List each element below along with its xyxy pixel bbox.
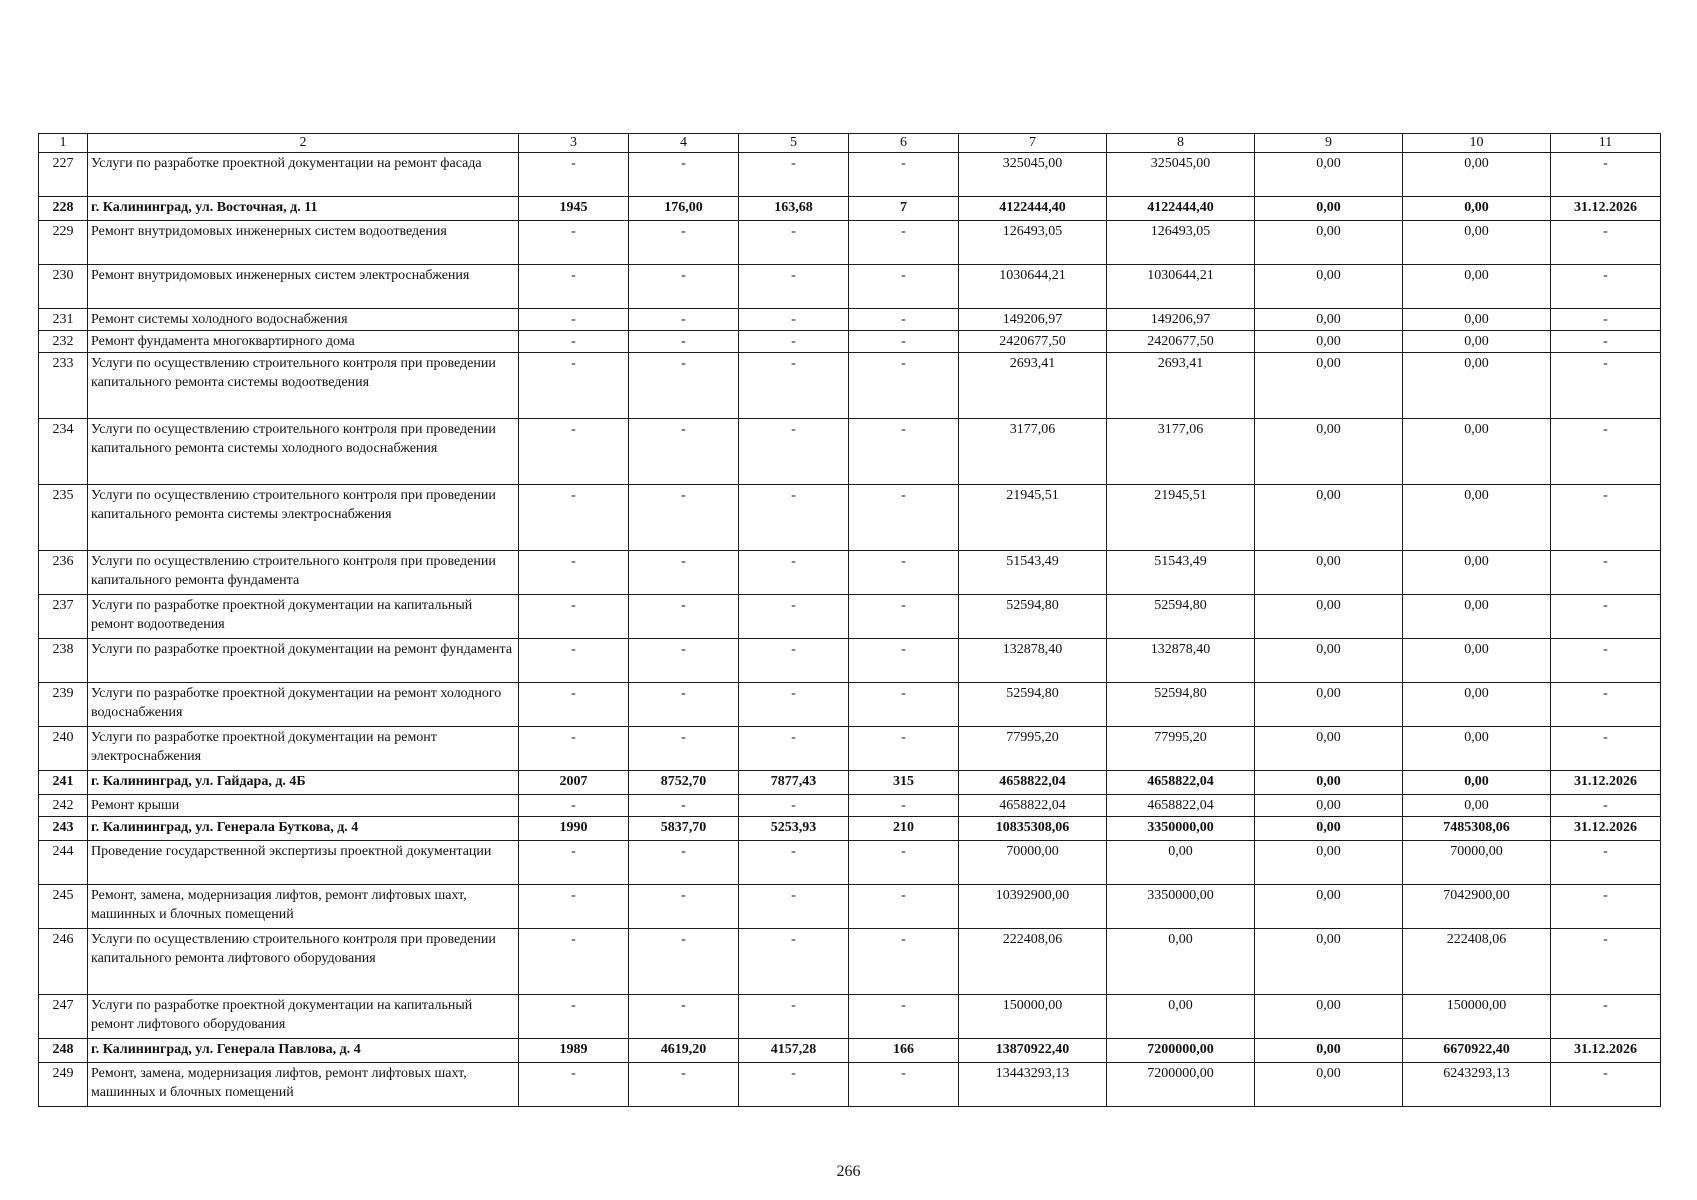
cell-col-3: - — [519, 929, 629, 995]
cell-col-9: 0,00 — [1255, 795, 1403, 817]
cell-col-7: 2420677,50 — [959, 331, 1107, 353]
cell-col-5: - — [739, 265, 849, 309]
cell-col-3: - — [519, 331, 629, 353]
cell-col-11: - — [1551, 309, 1661, 331]
table-row — [39, 551, 1661, 595]
cell-col-4: - — [629, 153, 739, 197]
cell-col-11: 31.12.2026 — [1551, 197, 1661, 221]
cell-col-9: 0,00 — [1255, 639, 1403, 683]
cell-col-9: 0,00 — [1255, 265, 1403, 309]
cell-col-9: 0,00 — [1255, 485, 1403, 551]
cell-col-9: 0,00 — [1255, 1063, 1403, 1107]
cell-col-11: - — [1551, 419, 1661, 485]
cell-col-3: - — [519, 265, 629, 309]
cell-col-4: - — [629, 683, 739, 727]
cell-col-3: 1990 — [519, 817, 629, 841]
cell-col-5: 7877,43 — [739, 771, 849, 795]
cell-col-10: 7485308,06 — [1403, 817, 1551, 841]
cell-col-6: - — [849, 795, 959, 817]
cell-col-8: 0,00 — [1107, 841, 1255, 885]
cell-col-9: 0,00 — [1255, 331, 1403, 353]
row-name: Услуги по разработке проектной документации на ремонт электроснабжения — [88, 727, 519, 771]
cell-col-3: - — [519, 551, 629, 595]
cell-col-6: - — [849, 485, 959, 551]
table-row — [39, 1063, 1661, 1107]
cell-col-6: 210 — [849, 817, 959, 841]
cell-col-8: 4658822,04 — [1107, 771, 1255, 795]
cell-col-3: 1945 — [519, 197, 629, 221]
row-number: 237 — [39, 595, 88, 639]
cell-col-9: 0,00 — [1255, 197, 1403, 221]
cell-col-4: - — [629, 995, 739, 1039]
cell-col-11: - — [1551, 841, 1661, 885]
cell-col-10: 0,00 — [1403, 419, 1551, 485]
cell-col-4: - — [629, 639, 739, 683]
cell-col-4: - — [629, 551, 739, 595]
cell-col-7: 4122444,40 — [959, 197, 1107, 221]
cell-col-7: 10392900,00 — [959, 885, 1107, 929]
row-name: Услуги по разработке проектной документации на капитальный ремонт водоотведения — [88, 595, 519, 639]
cell-col-7: 21945,51 — [959, 485, 1107, 551]
row-number: 228 — [39, 197, 88, 221]
row-name: Ремонт внутридомовых инженерных систем электроснабжения — [88, 265, 519, 309]
cell-col-11: - — [1551, 353, 1661, 419]
cell-col-11: 31.12.2026 — [1551, 1039, 1661, 1063]
cell-col-6: - — [849, 995, 959, 1039]
cell-col-5: - — [739, 727, 849, 771]
cell-col-4: - — [629, 795, 739, 817]
cell-col-10: 0,00 — [1403, 551, 1551, 595]
cell-col-3: - — [519, 485, 629, 551]
cell-col-8: 52594,80 — [1107, 595, 1255, 639]
cell-col-3: - — [519, 639, 629, 683]
cell-col-8: 4122444,40 — [1107, 197, 1255, 221]
table-row — [39, 595, 1661, 639]
cell-col-11: 31.12.2026 — [1551, 817, 1661, 841]
cell-col-4: - — [629, 929, 739, 995]
cell-col-5: - — [739, 841, 849, 885]
cell-col-3: - — [519, 841, 629, 885]
cell-col-10: 0,00 — [1403, 353, 1551, 419]
row-number: 249 — [39, 1063, 88, 1107]
cell-col-4: - — [629, 353, 739, 419]
cell-col-11: - — [1551, 929, 1661, 995]
row-name: Услуги по разработке проектной документации на ремонт фасада — [88, 153, 519, 197]
table-row — [39, 265, 1661, 309]
cell-col-4: 8752,70 — [629, 771, 739, 795]
cell-col-4: - — [629, 419, 739, 485]
cell-col-9: 0,00 — [1255, 551, 1403, 595]
cell-col-3: - — [519, 153, 629, 197]
address-row — [39, 771, 1661, 795]
row-name: Ремонт, замена, модернизация лифтов, ремонт лифтовых шахт, машинных и блочных помещений — [88, 1063, 519, 1107]
cell-col-6: 7 — [849, 197, 959, 221]
cell-col-5: - — [739, 353, 849, 419]
cell-col-5: - — [739, 419, 849, 485]
cell-col-8: 149206,97 — [1107, 309, 1255, 331]
cell-col-9: 0,00 — [1255, 309, 1403, 331]
cell-col-5: - — [739, 885, 849, 929]
cell-col-6: - — [849, 331, 959, 353]
column-header: 7 — [959, 134, 1107, 153]
cell-col-6: 166 — [849, 1039, 959, 1063]
cell-col-5: - — [739, 995, 849, 1039]
row-name: Ремонт системы холодного водоснабжения — [88, 309, 519, 331]
table-row — [39, 419, 1661, 485]
cell-col-7: 77995,20 — [959, 727, 1107, 771]
cell-col-7: 2693,41 — [959, 353, 1107, 419]
table-row — [39, 995, 1661, 1039]
cell-col-11: - — [1551, 683, 1661, 727]
cell-col-7: 13443293,13 — [959, 1063, 1107, 1107]
table-body — [39, 153, 1661, 1107]
row-number: 227 — [39, 153, 88, 197]
cell-col-10: 0,00 — [1403, 221, 1551, 265]
cell-col-4: - — [629, 841, 739, 885]
cell-col-9: 0,00 — [1255, 929, 1403, 995]
row-number: 242 — [39, 795, 88, 817]
cell-col-3: - — [519, 419, 629, 485]
row-name: Ремонт крыши — [88, 795, 519, 817]
cell-col-10: 7042900,00 — [1403, 885, 1551, 929]
cell-col-4: - — [629, 727, 739, 771]
header-row — [39, 134, 1661, 153]
row-number: 232 — [39, 331, 88, 353]
column-header: 8 — [1107, 134, 1255, 153]
cell-col-9: 0,00 — [1255, 221, 1403, 265]
cell-col-5: - — [739, 639, 849, 683]
cell-col-8: 52594,80 — [1107, 683, 1255, 727]
cell-col-9: 0,00 — [1255, 771, 1403, 795]
column-header: 5 — [739, 134, 849, 153]
cell-col-11: - — [1551, 1063, 1661, 1107]
column-header: 6 — [849, 134, 959, 153]
cell-col-10: 0,00 — [1403, 153, 1551, 197]
cell-col-11: - — [1551, 639, 1661, 683]
cell-col-8: 51543,49 — [1107, 551, 1255, 595]
cell-col-8: 1030644,21 — [1107, 265, 1255, 309]
cell-col-11: - — [1551, 331, 1661, 353]
cell-col-4: 4619,20 — [629, 1039, 739, 1063]
cell-col-6: - — [849, 551, 959, 595]
cell-col-7: 222408,06 — [959, 929, 1107, 995]
cell-col-10: 0,00 — [1403, 771, 1551, 795]
row-name: г. Калининград, ул. Восточная, д. 11 — [88, 197, 519, 221]
cell-col-4: 5837,70 — [629, 817, 739, 841]
cell-col-7: 126493,05 — [959, 221, 1107, 265]
cell-col-9: 0,00 — [1255, 153, 1403, 197]
cell-col-3: - — [519, 1063, 629, 1107]
table-row — [39, 841, 1661, 885]
cell-col-8: 126493,05 — [1107, 221, 1255, 265]
table-row — [39, 153, 1661, 197]
cell-col-5: 5253,93 — [739, 817, 849, 841]
cell-col-3: - — [519, 309, 629, 331]
cell-col-10: 6243293,13 — [1403, 1063, 1551, 1107]
cell-col-7: 149206,97 — [959, 309, 1107, 331]
column-header: 11 — [1551, 134, 1661, 153]
cell-col-10: 0,00 — [1403, 485, 1551, 551]
cell-col-7: 52594,80 — [959, 595, 1107, 639]
row-number: 247 — [39, 995, 88, 1039]
cell-col-6: - — [849, 885, 959, 929]
cell-col-11: - — [1551, 885, 1661, 929]
cell-col-5: - — [739, 153, 849, 197]
cell-col-8: 7200000,00 — [1107, 1039, 1255, 1063]
cell-col-3: - — [519, 995, 629, 1039]
cell-col-10: 6670922,40 — [1403, 1039, 1551, 1063]
row-number: 239 — [39, 683, 88, 727]
cell-col-5: - — [739, 1063, 849, 1107]
cell-col-6: - — [849, 309, 959, 331]
cell-col-3: - — [519, 683, 629, 727]
cell-col-8: 4658822,04 — [1107, 795, 1255, 817]
row-name: Услуги по осуществлению строительного контроля при проведении капитального ремонта системы холодного водоснабжения — [88, 419, 519, 485]
row-name: Услуги по осуществлению строительного контроля при проведении капитального ремонта лифтового оборудования — [88, 929, 519, 995]
row-number: 238 — [39, 639, 88, 683]
cell-col-4: - — [629, 265, 739, 309]
cell-col-9: 0,00 — [1255, 995, 1403, 1039]
cell-col-8: 0,00 — [1107, 995, 1255, 1039]
cell-col-6: - — [849, 929, 959, 995]
row-number: 235 — [39, 485, 88, 551]
row-name: г. Калининград, ул. Гайдара, д. 4Б — [88, 771, 519, 795]
cell-col-5: - — [739, 595, 849, 639]
page-number: 266 — [836, 1163, 861, 1180]
table-row — [39, 885, 1661, 929]
table-row — [39, 353, 1661, 419]
cell-col-5: - — [739, 331, 849, 353]
cell-col-10: 222408,06 — [1403, 929, 1551, 995]
cell-col-8: 21945,51 — [1107, 485, 1255, 551]
cell-col-5: - — [739, 551, 849, 595]
cell-col-3: 2007 — [519, 771, 629, 795]
cell-col-3: - — [519, 795, 629, 817]
row-number: 231 — [39, 309, 88, 331]
cell-col-7: 4658822,04 — [959, 771, 1107, 795]
column-header: 10 — [1403, 134, 1551, 153]
cell-col-5: 4157,28 — [739, 1039, 849, 1063]
cell-col-7: 13870922,40 — [959, 1039, 1107, 1063]
cell-col-8: 132878,40 — [1107, 639, 1255, 683]
table-row — [39, 309, 1661, 331]
row-number: 245 — [39, 885, 88, 929]
cell-col-10: 0,00 — [1403, 795, 1551, 817]
row-number: 233 — [39, 353, 88, 419]
cell-col-10: 0,00 — [1403, 595, 1551, 639]
cell-col-8: 3350000,00 — [1107, 885, 1255, 929]
cell-col-5: 163,68 — [739, 197, 849, 221]
cell-col-8: 77995,20 — [1107, 727, 1255, 771]
cell-col-10: 0,00 — [1403, 309, 1551, 331]
cell-col-6: - — [849, 153, 959, 197]
column-header: 4 — [629, 134, 739, 153]
table-row — [39, 485, 1661, 551]
cell-col-5: - — [739, 929, 849, 995]
column-header: 9 — [1255, 134, 1403, 153]
cell-col-5: - — [739, 795, 849, 817]
row-number: 244 — [39, 841, 88, 885]
cell-col-7: 4658822,04 — [959, 795, 1107, 817]
cell-col-4: - — [629, 485, 739, 551]
cell-col-4: - — [629, 331, 739, 353]
cell-col-6: - — [849, 265, 959, 309]
cell-col-9: 0,00 — [1255, 727, 1403, 771]
cell-col-6: - — [849, 419, 959, 485]
cell-col-8: 2693,41 — [1107, 353, 1255, 419]
cell-col-9: 0,00 — [1255, 1039, 1403, 1063]
cell-col-5: - — [739, 309, 849, 331]
cell-col-7: 70000,00 — [959, 841, 1107, 885]
cell-col-6: - — [849, 1063, 959, 1107]
row-number: 240 — [39, 727, 88, 771]
cell-col-3: - — [519, 595, 629, 639]
cell-col-11: - — [1551, 485, 1661, 551]
cell-col-3: 1989 — [519, 1039, 629, 1063]
cell-col-4: - — [629, 1063, 739, 1107]
cell-col-9: 0,00 — [1255, 841, 1403, 885]
cell-col-10: 0,00 — [1403, 727, 1551, 771]
cell-col-8: 325045,00 — [1107, 153, 1255, 197]
cell-col-6: - — [849, 683, 959, 727]
cell-col-10: 0,00 — [1403, 331, 1551, 353]
cell-col-10: 70000,00 — [1403, 841, 1551, 885]
cell-col-11: - — [1551, 727, 1661, 771]
cell-col-9: 0,00 — [1255, 419, 1403, 485]
cell-col-9: 0,00 — [1255, 595, 1403, 639]
table-row — [39, 727, 1661, 771]
column-header: 1 — [39, 134, 88, 153]
cell-col-5: - — [739, 485, 849, 551]
row-name: г. Калининград, ул. Генерала Буткова, д. 4 — [88, 817, 519, 841]
row-name: Услуги по разработке проектной документации на ремонт фундамента — [88, 639, 519, 683]
cell-col-7: 3177,06 — [959, 419, 1107, 485]
cell-col-6: - — [849, 353, 959, 419]
cell-col-10: 0,00 — [1403, 683, 1551, 727]
cell-col-6: - — [849, 595, 959, 639]
cell-col-7: 132878,40 — [959, 639, 1107, 683]
column-header: 2 — [88, 134, 519, 153]
row-number: 229 — [39, 221, 88, 265]
cell-col-7: 150000,00 — [959, 995, 1107, 1039]
address-row — [39, 197, 1661, 221]
cell-col-8: 3177,06 — [1107, 419, 1255, 485]
cell-col-4: - — [629, 885, 739, 929]
cell-col-7: 51543,49 — [959, 551, 1107, 595]
cell-col-6: - — [849, 221, 959, 265]
cell-col-3: - — [519, 727, 629, 771]
table-row — [39, 639, 1661, 683]
cell-col-8: 3350000,00 — [1107, 817, 1255, 841]
cell-col-4: - — [629, 221, 739, 265]
repair-program-table — [38, 133, 1661, 1107]
cell-col-7: 10835308,06 — [959, 817, 1107, 841]
cell-col-5: - — [739, 683, 849, 727]
row-name: Ремонт внутридомовых инженерных систем водоотведения — [88, 221, 519, 265]
address-row — [39, 1039, 1661, 1063]
cell-col-11: - — [1551, 551, 1661, 595]
cell-col-5: - — [739, 221, 849, 265]
cell-col-11: - — [1551, 153, 1661, 197]
column-header: 3 — [519, 134, 629, 153]
cell-col-6: - — [849, 727, 959, 771]
cell-col-9: 0,00 — [1255, 353, 1403, 419]
cell-col-10: 0,00 — [1403, 639, 1551, 683]
cell-col-9: 0,00 — [1255, 817, 1403, 841]
row-number: 236 — [39, 551, 88, 595]
row-number: 243 — [39, 817, 88, 841]
cell-col-3: - — [519, 353, 629, 419]
row-name: Ремонт, замена, модернизация лифтов, ремонт лифтовых шахт, машинных и блочных помещений — [88, 885, 519, 929]
cell-col-6: - — [849, 841, 959, 885]
row-number: 246 — [39, 929, 88, 995]
cell-col-11: - — [1551, 221, 1661, 265]
cell-col-3: - — [519, 885, 629, 929]
cell-col-3: - — [519, 221, 629, 265]
row-name: Ремонт фундамента многоквартирного дома — [88, 331, 519, 353]
cell-col-10: 0,00 — [1403, 265, 1551, 309]
cell-col-6: - — [849, 639, 959, 683]
cell-col-10: 150000,00 — [1403, 995, 1551, 1039]
cell-col-4: 176,00 — [629, 197, 739, 221]
table-row — [39, 795, 1661, 817]
row-name: Проведение государственной экспертизы проектной документации — [88, 841, 519, 885]
cell-col-7: 52594,80 — [959, 683, 1107, 727]
table-row — [39, 683, 1661, 727]
cell-col-11: - — [1551, 595, 1661, 639]
row-name: Услуги по разработке проектной документации на ремонт холодного водоснабжения — [88, 683, 519, 727]
row-name: г. Калининград, ул. Генерала Павлова, д. 4 — [88, 1039, 519, 1063]
row-name: Услуги по осуществлению строительного контроля при проведении капитального ремонта фундамента — [88, 551, 519, 595]
cell-col-11: 31.12.2026 — [1551, 771, 1661, 795]
cell-col-6: 315 — [849, 771, 959, 795]
row-number: 241 — [39, 771, 88, 795]
row-number: 230 — [39, 265, 88, 309]
row-number: 248 — [39, 1039, 88, 1063]
cell-col-4: - — [629, 595, 739, 639]
table-row — [39, 221, 1661, 265]
cell-col-4: - — [629, 309, 739, 331]
cell-col-7: 1030644,21 — [959, 265, 1107, 309]
row-name: Услуги по осуществлению строительного контроля при проведении капитального ремонта системы водоотведения — [88, 353, 519, 419]
cell-col-9: 0,00 — [1255, 683, 1403, 727]
cell-col-8: 7200000,00 — [1107, 1063, 1255, 1107]
cell-col-10: 0,00 — [1403, 197, 1551, 221]
cell-col-11: - — [1551, 795, 1661, 817]
cell-col-8: 0,00 — [1107, 929, 1255, 995]
row-name: Услуги по разработке проектной документации на капитальный ремонт лифтового оборудования — [88, 995, 519, 1039]
address-row — [39, 817, 1661, 841]
table-row — [39, 929, 1661, 995]
row-name: Услуги по осуществлению строительного контроля при проведении капитального ремонта системы электроснабжения — [88, 485, 519, 551]
table-row — [39, 331, 1661, 353]
cell-col-11: - — [1551, 995, 1661, 1039]
cell-col-8: 2420677,50 — [1107, 331, 1255, 353]
cell-col-9: 0,00 — [1255, 885, 1403, 929]
cell-col-11: - — [1551, 265, 1661, 309]
cell-col-7: 325045,00 — [959, 153, 1107, 197]
row-number: 234 — [39, 419, 88, 485]
